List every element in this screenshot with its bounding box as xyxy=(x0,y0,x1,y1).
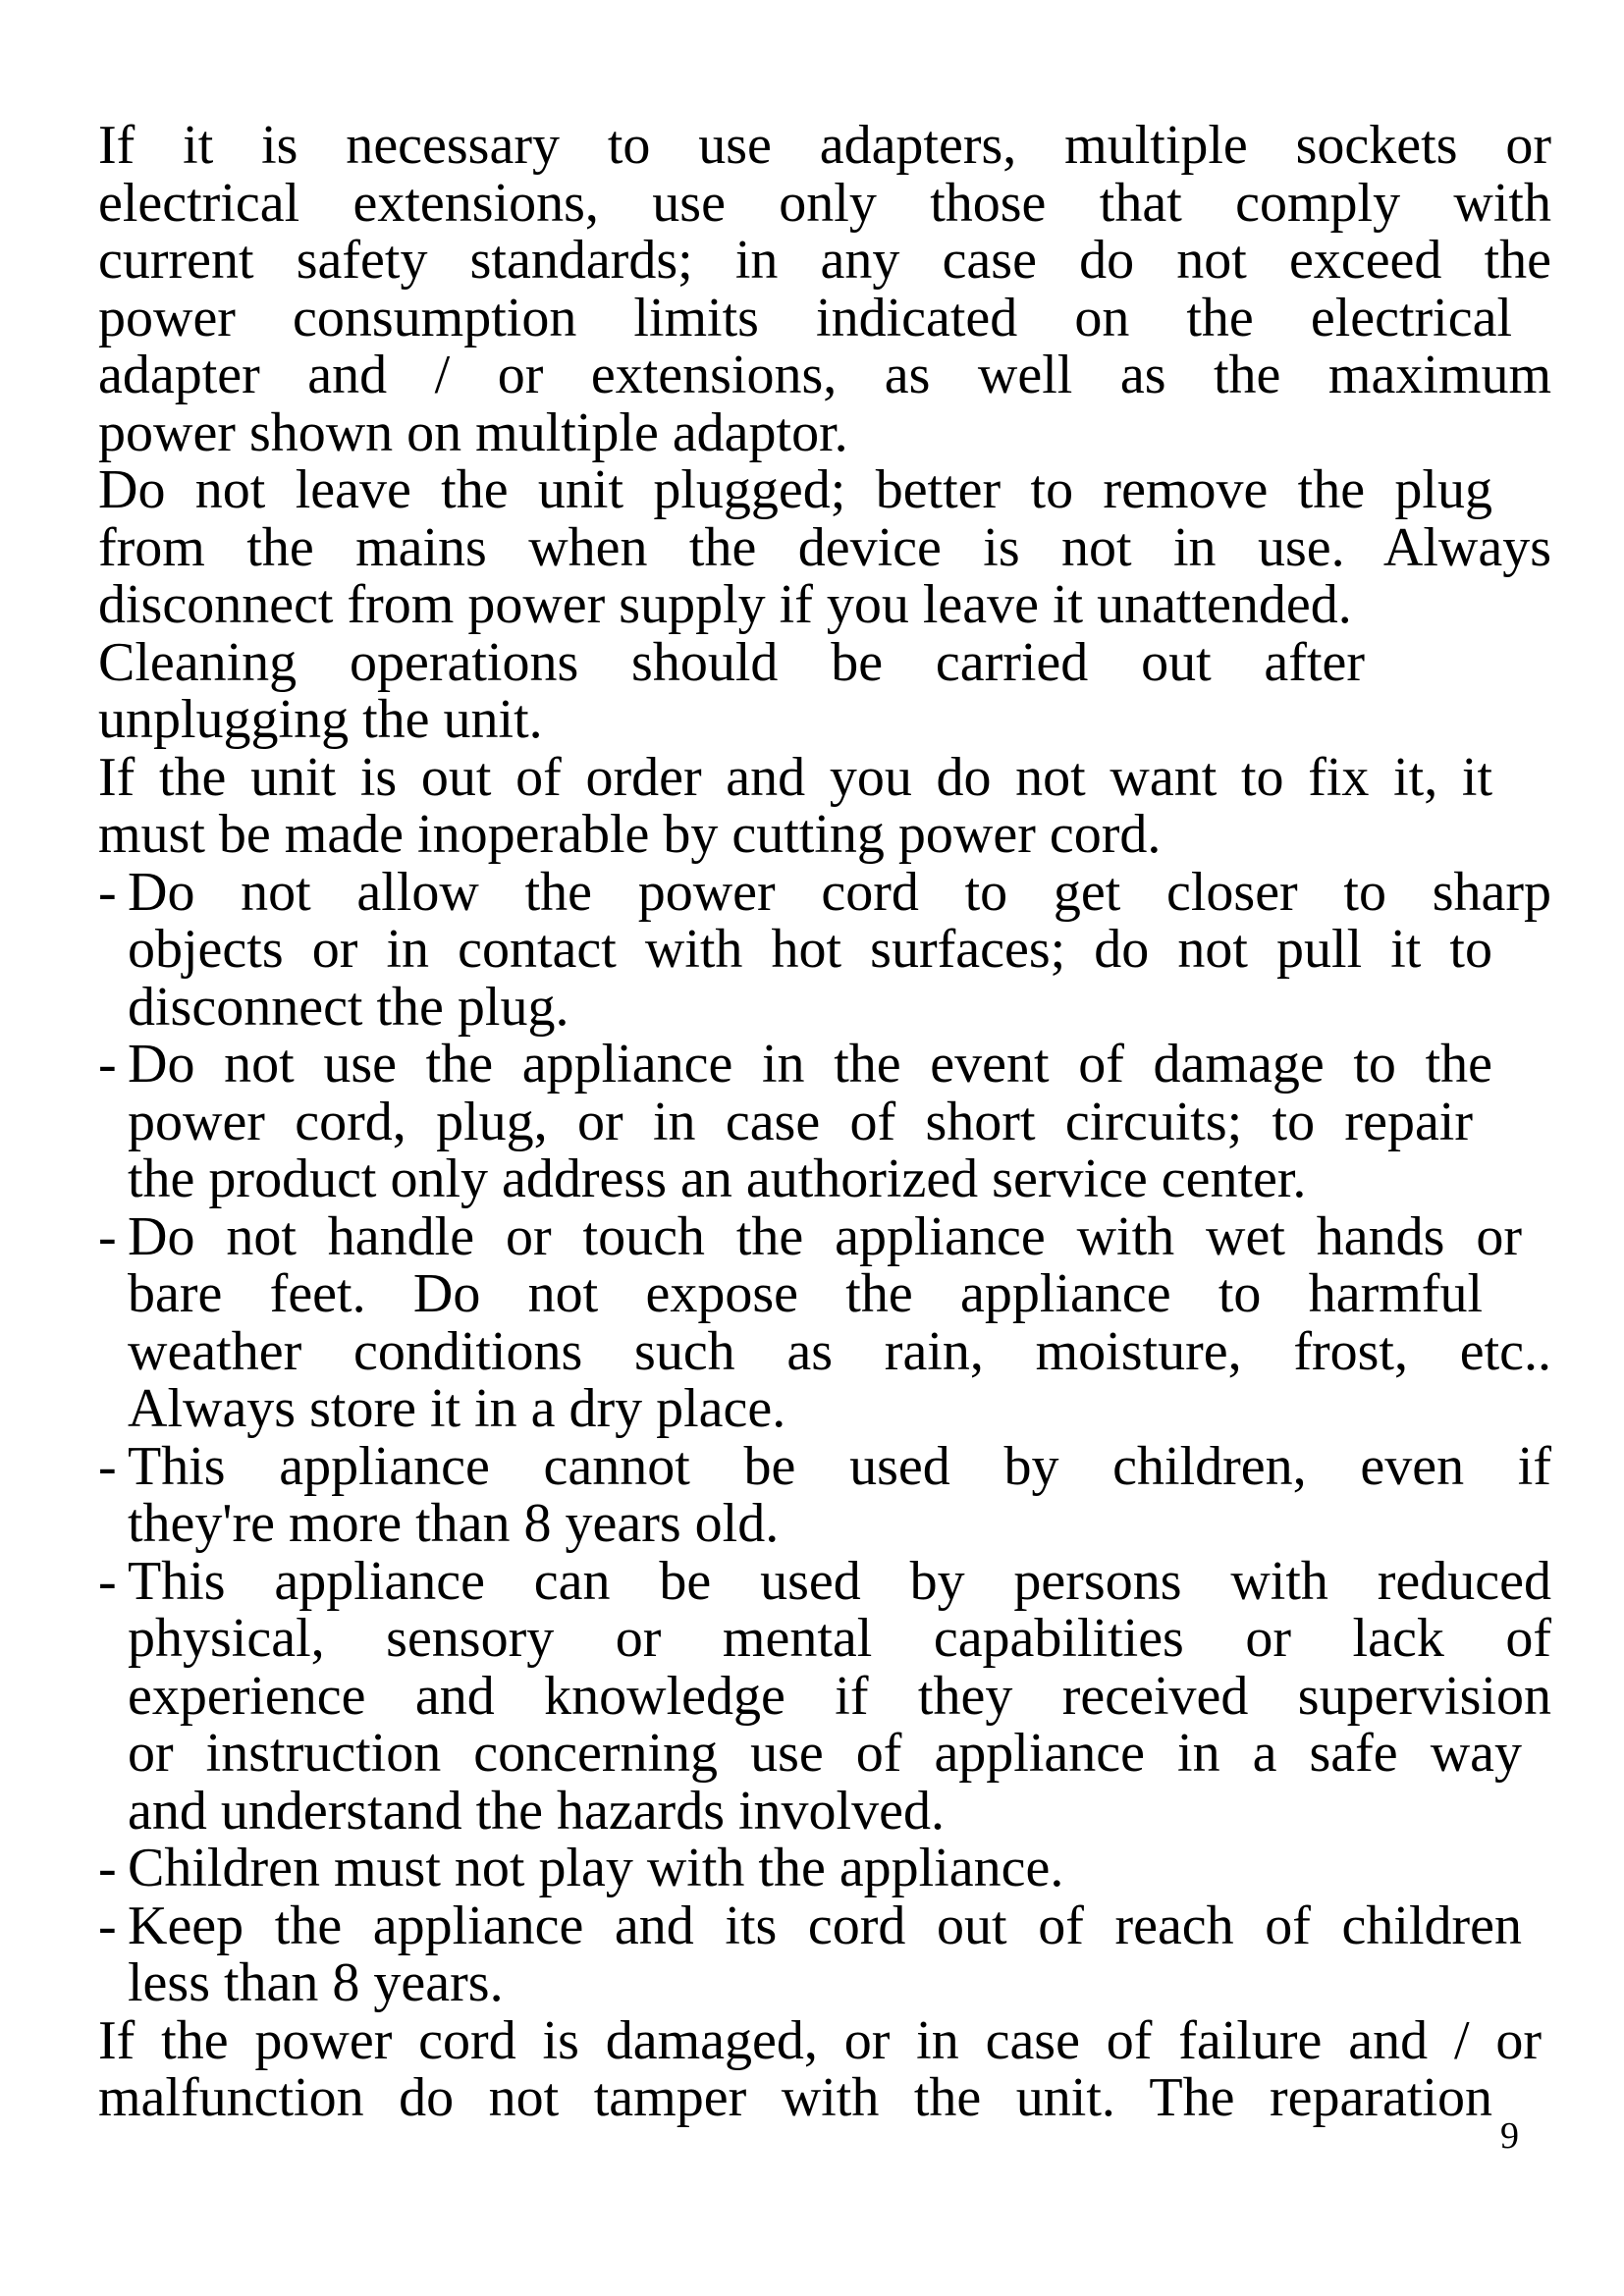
text-line: disconnect from power supply if you leave it unattended. xyxy=(98,574,1352,635)
text-line: from the mains when the device is not in use. Always xyxy=(98,516,1551,578)
text-line: experience and knowledge if they received supervision xyxy=(128,1665,1551,1727)
text-line: unplugging the unit. xyxy=(98,689,543,750)
paragraph-cleaning xyxy=(98,631,1551,750)
text-line: Children must not play with the appliance. xyxy=(128,1838,1064,1898)
text-line: the product only address an authorized service center. xyxy=(128,1148,1307,1209)
text-line: Always store it in a dry place. xyxy=(128,1378,786,1439)
bullet-dash: - xyxy=(98,1895,117,1956)
paragraph-damaged-cord xyxy=(98,2009,1551,2128)
text-line: Do not allow the power cord to get closer to sharp xyxy=(128,861,1551,923)
bullet-item-reach xyxy=(98,1897,1551,2012)
text-line: or instruction concerning use of appliance in a safe way xyxy=(128,1723,1522,1784)
text-line: adapter and / or extensions, as well as the maximum xyxy=(98,345,1551,405)
bullet-item-children-age xyxy=(98,1435,1551,1554)
paragraph-adapters xyxy=(98,117,1551,461)
text-line: objects or in contact with hot surfaces; do not pull it to xyxy=(128,919,1492,980)
text-line: power cord, plug, or in case of short circuits; to repair xyxy=(128,1091,1473,1152)
bullet-dash: - xyxy=(98,1205,117,1267)
text-line: Do not leave the unit plugged; better to remove the plug xyxy=(98,459,1492,520)
paragraph-unplug xyxy=(98,461,1551,634)
bullet-text xyxy=(128,861,1551,1038)
text-line: less than 8 years. xyxy=(128,1952,504,2013)
text-line: This appliance can be used by persons with reduced xyxy=(128,1550,1551,1612)
text-line: If the unit is out of order and you do not want to fix it, it xyxy=(98,746,1492,808)
text-line: electrical extensions, use only those that comply with xyxy=(98,172,1551,234)
text-line: weather conditions such as rain, moisture, frost, etc.. xyxy=(128,1320,1551,1382)
text-line: Cleaning operations should be carried out after xyxy=(98,631,1365,693)
text-line: they're more than 8 years old. xyxy=(128,1493,780,1554)
text-line: Keep the appliance and its cord out of reach of children xyxy=(128,1895,1522,1956)
bullet-text xyxy=(128,1550,1551,1842)
text-line: physical, sensory or mental capabilities or lack of xyxy=(128,1608,1551,1669)
text-line: bare feet. Do not expose the appliance to harmful xyxy=(128,1263,1483,1324)
bullet-text xyxy=(128,1435,1551,1554)
text-line: must be made inoperable by cutting power cord. xyxy=(98,804,1162,865)
bullet-text xyxy=(128,1205,1551,1439)
text-line: This appliance cannot be used by children, even if xyxy=(128,1435,1551,1497)
text-line: current safety standards; in any case do not exceed the xyxy=(98,230,1551,291)
bullet-item-power-cord xyxy=(98,861,1551,1038)
text-line: power shown on multiple adaptor. xyxy=(98,401,848,463)
bullet-text xyxy=(128,1840,1551,1897)
text-line: If the power cord is damaged, or in case of failure and / or xyxy=(98,2009,1542,2071)
bullet-item-reduced-capabilities xyxy=(98,1550,1551,1842)
text-line: Do not use the appliance in the event of damage to the xyxy=(128,1034,1492,1095)
paragraph-out-of-order xyxy=(98,746,1551,865)
bullet-item-children-play xyxy=(98,1840,1551,1897)
text-line: malfunction do not tamper with the unit. The reparation xyxy=(98,2067,1492,2128)
bullet-text xyxy=(128,1036,1551,1208)
bullet-dash: - xyxy=(98,1838,117,1898)
bullet-dash: - xyxy=(98,1550,117,1612)
page-number: 9 xyxy=(1500,2115,1519,2157)
bullet-dash: - xyxy=(98,1435,117,1497)
text-line: power consumption limits indicated on the electrical xyxy=(98,287,1512,348)
bullet-text xyxy=(128,1897,1551,2012)
bullet-item-wet-hands xyxy=(98,1205,1551,1439)
bullet-item-damage xyxy=(98,1036,1551,1208)
text-line: Do not handle or touch the appliance with wet hands or xyxy=(128,1205,1522,1267)
bullet-dash: - xyxy=(98,1034,117,1095)
text-line: and understand the hazards involved. xyxy=(128,1780,945,1842)
document-page xyxy=(98,117,1551,2127)
bullet-dash: - xyxy=(98,861,117,923)
text-line: If it is necessary to use adapters, multiple sockets or xyxy=(98,115,1551,176)
text-line: disconnect the plug. xyxy=(128,976,569,1038)
